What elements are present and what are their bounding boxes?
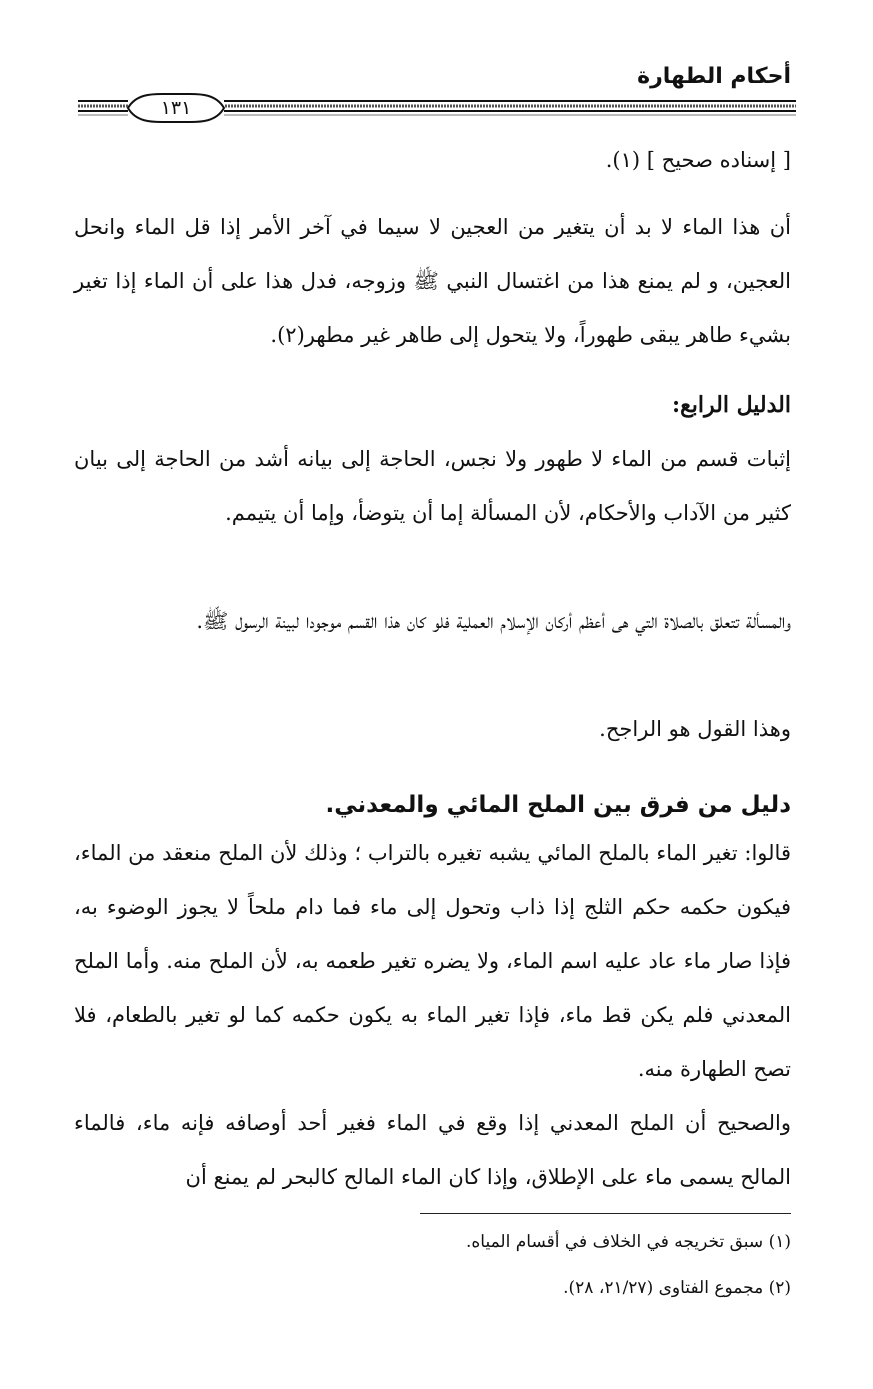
heading-salt-evidence: دليل من فرق بين الملح المائي والمعدني.	[325, 792, 791, 818]
footnote-1: (١) سبق تخريجه في الخلاف في أقسام المياه.	[465, 1232, 791, 1252]
isnad-line: [ إسناده صحيح ] (١).	[605, 148, 791, 172]
footnote-2: (٢) مجموع الفتاوى (٢١/٢٧، ٢٨).	[563, 1278, 791, 1298]
paragraph-third-category: إثبات قسم من الماء لا طهور ولا نجس، الحاجة إلى بيانه أشد من الحاجة إلى بيان كثير من الآداب والأحكام، لأن المسألة إما أن يتوضأ، وإما أن يتيمم.	[74, 447, 791, 525]
paragraph-prayer: والمسألة تتعلق بالصلاة التي هى أعظم أركان الإسلام العملية فلو كان هذا القسم موجودا لبينة الرسول ﷺ.	[196, 609, 791, 633]
paragraph-preferred-view: وهذا القول هو الراجح.	[599, 717, 791, 741]
paragraph-salt-argument: قالوا: تغير الماء بالملح المائي يشبه تغيره بالتراب ؛ وذلك لأن الملح منعقد من الماء، فيكون حكمه حكم الثلج إذا ذاب وتحول إلى ماء فما دام ملحاً لا يجوز الوضوء به، فإذا صار ماء عاد عليه اسم الماء، ولا يضره تغير طعمه به، لأن الملح منه. وأما الملح المعدني فلم يكن قط ماء، فإذا تغير الماء به يكون حكمه كما لو تغير بالطعام، فلا تصح الطهارة منه.	[74, 841, 791, 1081]
heading-fourth-evidence: الدليل الرابع:	[671, 392, 791, 418]
page-number-frame	[122, 92, 230, 124]
running-title: أحكام الطهارة	[637, 64, 791, 89]
footnote-separator	[420, 1213, 791, 1214]
paragraph-water-dough: أن هذا الماء لا بد أن يتغير من العجين لا سيما في آخر الأمر إذا قل الماء وانحل العجين، و لم يمنع هذا من اغتسال النبي ﷺ وزوجه، فدل هذا على أن الماء إذا تغير بشيء طاهر يبقى طهوراً، ولا يتحول إلى طاهر غير مطهر(٢).	[74, 215, 791, 347]
paragraph-correct-view: والصحيح أن الملح المعدني إذا وقع في الماء فغير أحد أوصافه فإنه ماء، فالماء المالح يسمى ماء على الإطلاق، وإذا كان الماء المالح كالبحر لم يمنع أن	[74, 1111, 791, 1189]
page-number: ١٣١	[128, 94, 224, 122]
